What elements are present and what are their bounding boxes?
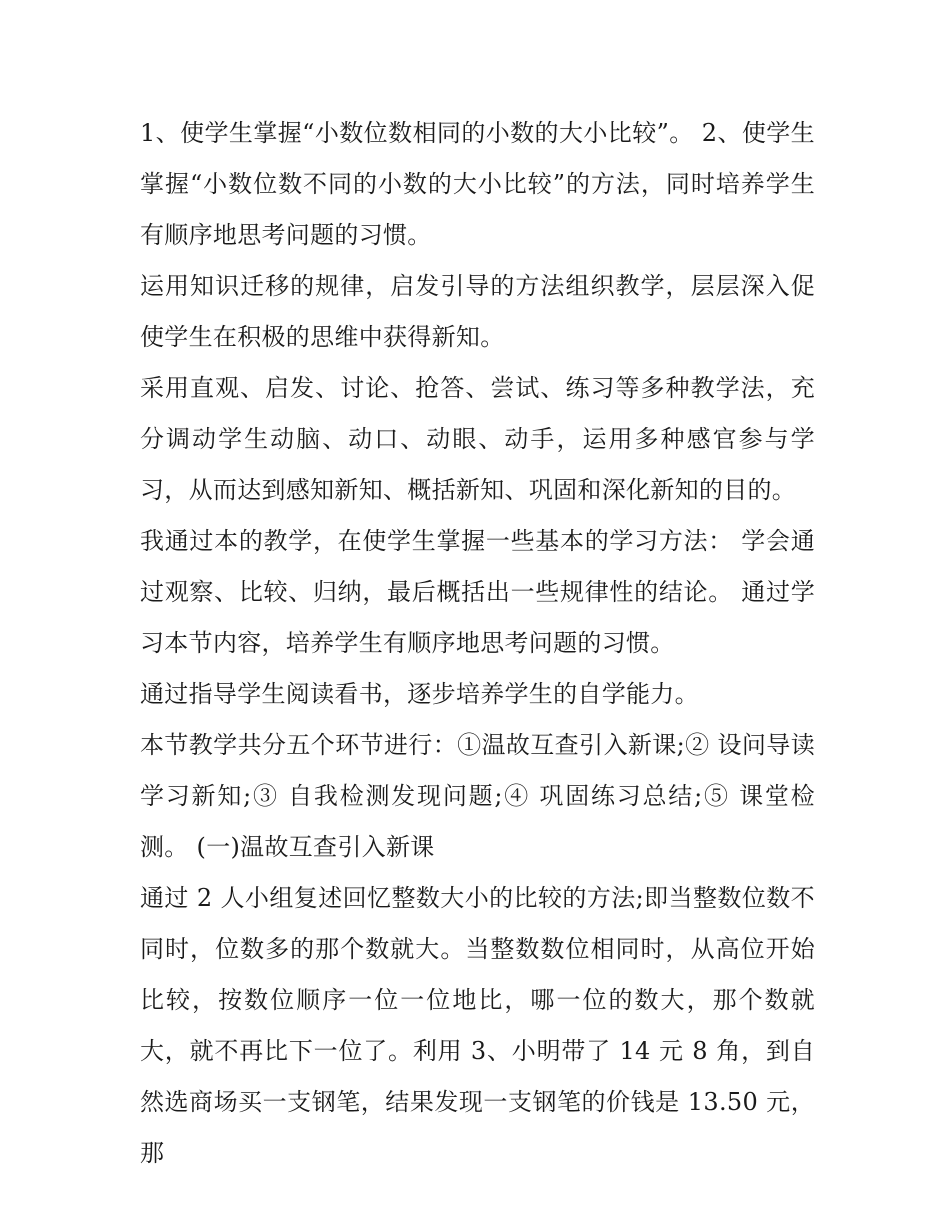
paragraph-learning-methods: 我通过本的教学，在使学生掌握一些基本的学习方法： 学会通过观察、比较、归纳，最后概括出一些规律性的结论。 通过学习本节内容，培养学生有顺序地思考问题的习惯。 <box>140 527 815 657</box>
paragraph-self-study: 通过指导学生阅读看书，逐步培养学生的自学能力。 <box>140 680 699 708</box>
paragraph-lesson-stages: 本节教学共分五个环节进行：①温故互查引入新课;② 设问导读学习新知;③ 自我检测发现问题;④ 巩固练习总结;⑤ 课堂检测。 (一)温故互查引入新课 <box>140 731 815 861</box>
document-body <box>140 108 815 1179</box>
paragraph-objectives: 1、使学生掌握“小数位数相同的小数的大小比较”。 2、使学生掌握“小数位数不同的小数的大小比较”的方法，同时培养学生有顺序地思考问题的习惯。 <box>140 119 815 249</box>
paragraph-teaching-method: 运用知识迁移的规律，启发引导的方法组织教学，层层深入促使学生在积极的思维中获得新知。 <box>140 272 815 351</box>
paragraph-teaching-approaches: 采用直观、启发、讨论、抢答、尝试、练习等多种教学法，充分调动学生动脑、动口、动眼、动手，运用多种感官参与学习，从而达到感知新知、概括新知、巩固和深化新知的目的。 <box>140 374 815 504</box>
paragraph-review-intro: 通过 2 人小组复述回忆整数大小的比较的方法;即当整数位数不同时，位数多的那个数就大。当整数数位相同时，从高位开始比较，按数位顺序一位一位地比，哪一位的数大，那个数就大，就不再比下一位了。利用 3、小明带了 14 元 8 角，到自然选商场买一支钢笔，结果发现一支钢笔的价钱是 13.50 元，那 <box>140 884 815 1167</box>
